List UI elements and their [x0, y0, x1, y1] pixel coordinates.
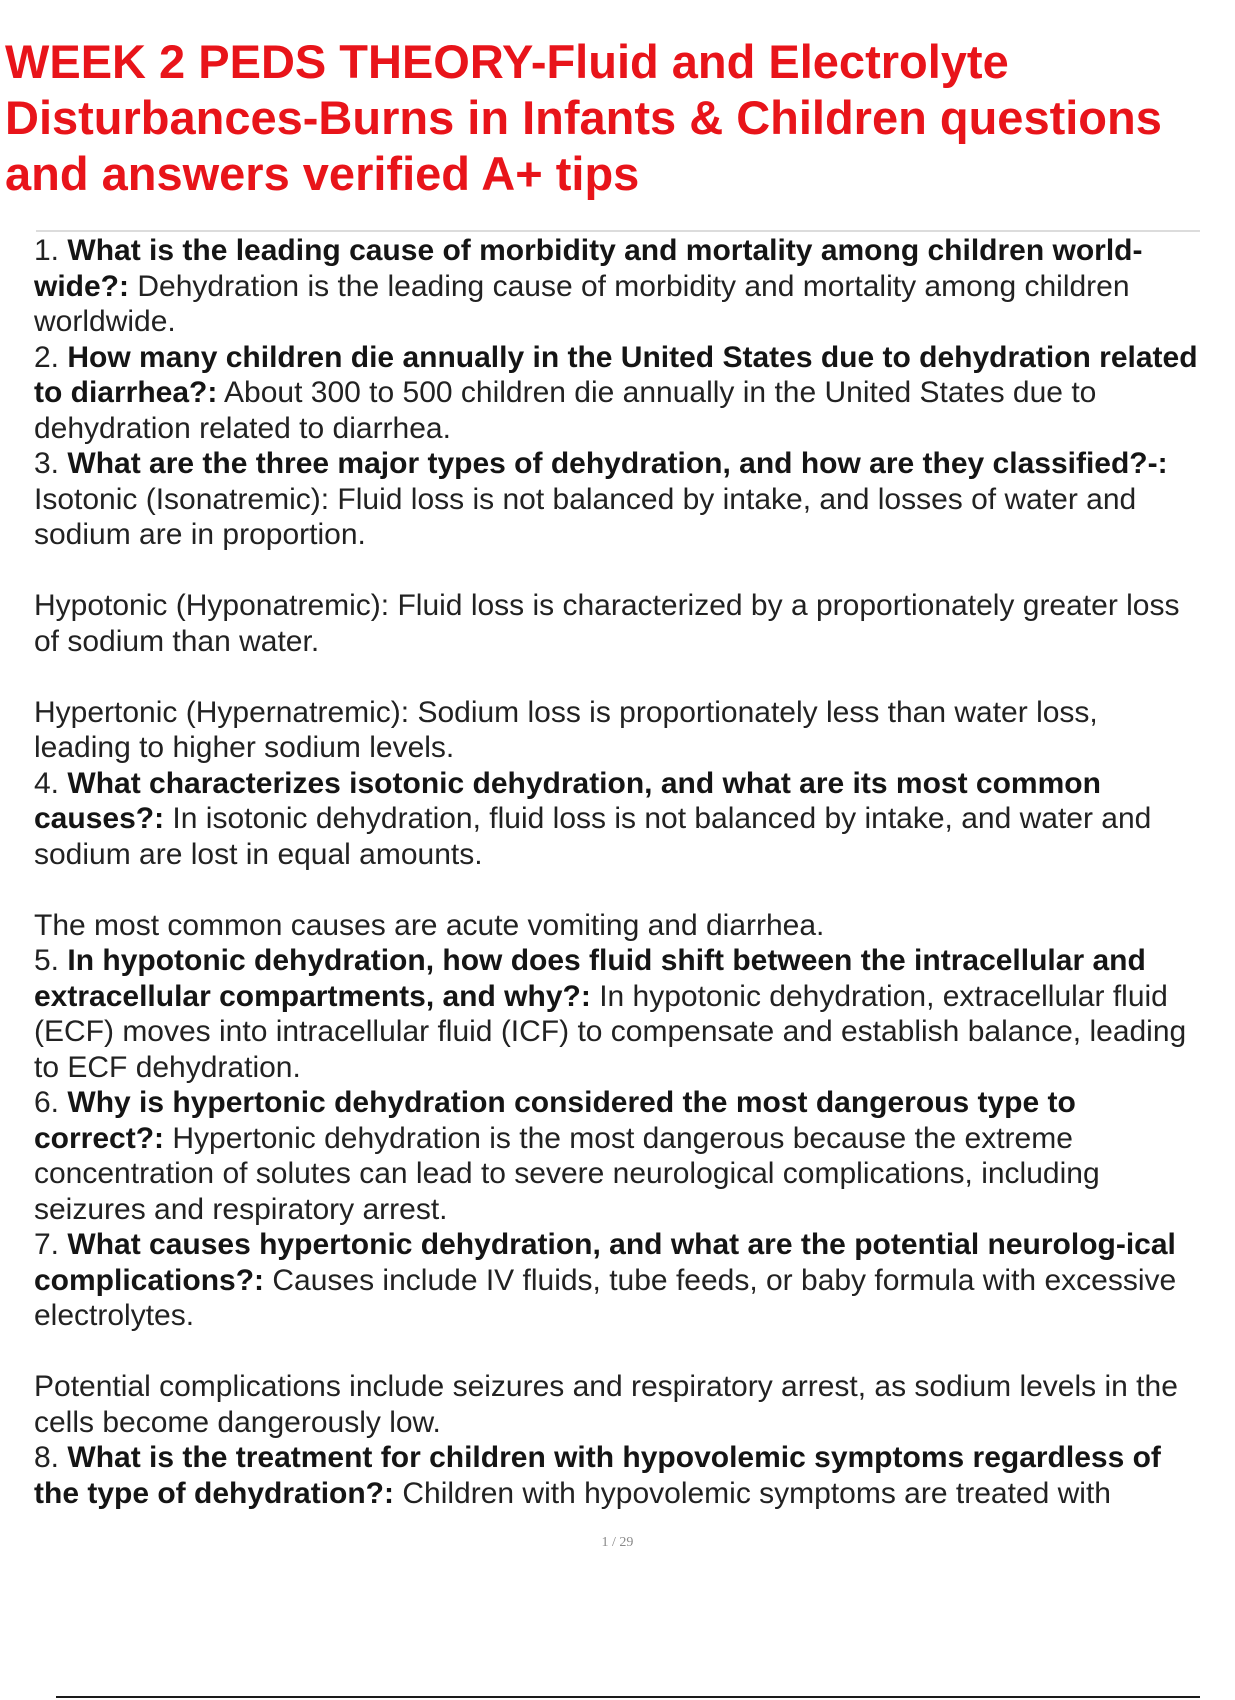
question-text: What is the leading cause of morbidity and mortality among children world-wide?:	[34, 234, 1143, 303]
item-number: 1.	[34, 234, 60, 267]
item-number: 8.	[34, 1441, 60, 1474]
question-text: How many children die annually in the United States due to dehydration related to diarrhea?:	[34, 340, 1206, 409]
answer-text: Causes include IV fluids, tube feeds, or baby formula with excessive electrolytes. Potential complications include seizures and respiratory arrest, as sodium levels in the cells become dangerously low.	[34, 1263, 1178, 1439]
item-number: 7.	[34, 1228, 60, 1261]
question-text: Why is hypertonic dehydration considered the most dangerous type to correct?:	[34, 1086, 1085, 1155]
answer-text: Dehydration is the leading cause of morbidity and mortality among children worldwide.	[34, 269, 1138, 338]
qa-item	[34, 766, 1200, 944]
title-divider	[36, 230, 1200, 232]
page-number: 1 / 29	[601, 1535, 634, 1550]
qa-item	[34, 1227, 1200, 1440]
qa-item	[34, 446, 1200, 766]
item-number: 2.	[34, 340, 60, 374]
item-number: 6.	[34, 1086, 60, 1119]
qa-item	[34, 340, 1206, 447]
answer-text: Children with hypovolemic symptoms are treated with	[402, 1476, 1111, 1510]
answer-text: In hypotonic dehydration, extracellular fluid (ECF) moves into intracellular fluid (ICF) to compensate and establish balance, leading to ECF dehydration.	[34, 979, 1195, 1084]
qa-item	[34, 943, 1200, 1085]
item-number: 5.	[34, 944, 60, 977]
question-text: What causes hypertonic dehydration, and what are the potential neurolog-ical complications?:	[34, 1228, 1185, 1297]
document-title: WEEK 2 PEDS THEORY-Fluid and Electrolyte Disturbances-Burns in Infants & Children questions and answers verified A+ tips	[5, 35, 1162, 200]
footer-divider	[56, 1696, 1200, 1698]
item-number: 3.	[34, 447, 60, 480]
qa-item	[34, 1085, 1200, 1227]
question-text: What are the three major types of dehydration, and how are they classified?-:	[67, 447, 1168, 480]
qa-list	[34, 233, 1206, 1511]
qa-item	[34, 1440, 1200, 1511]
qa-item	[34, 233, 1200, 340]
answer-text: In isotonic dehydration, fluid loss is not balanced by intake, and water and sodium are lost in equal amounts. The most common causes are acute vomiting and diarrhea.	[34, 802, 1152, 942]
answer-text: Isotonic (Isonatremic): Fluid loss is not balanced by intake, and losses of water and sodium are in proportion. Hypotonic (Hyponatremic): Fluid loss is characterized by a proportionately greater loss of sodium than water. Hypertonic (Hypernatremic): Sodium loss is proportionately less than water loss, leading to higher sodium levels.	[34, 482, 1180, 764]
question-text: What characterizes isotonic dehydration, and what are its most common causes?:	[34, 766, 1110, 835]
answer-text: About 300 to 500 children die annually in the United States due to dehydration related to diarrhea.	[34, 376, 1105, 445]
question-text: What is the treatment for children with hypovolemic symptoms regardless of the type of dehydration?:	[34, 1441, 1170, 1510]
answer-text: Hypertonic dehydration is the most dangerous because the extreme concentration of solutes can lead to severe neurological complications, including seizures and respiratory arrest.	[34, 1121, 1108, 1226]
item-number: 4.	[34, 766, 60, 800]
question-text: In hypotonic dehydration, how does fluid shift between the intracellular and extracellular compartments, and why?:	[34, 944, 1155, 1013]
